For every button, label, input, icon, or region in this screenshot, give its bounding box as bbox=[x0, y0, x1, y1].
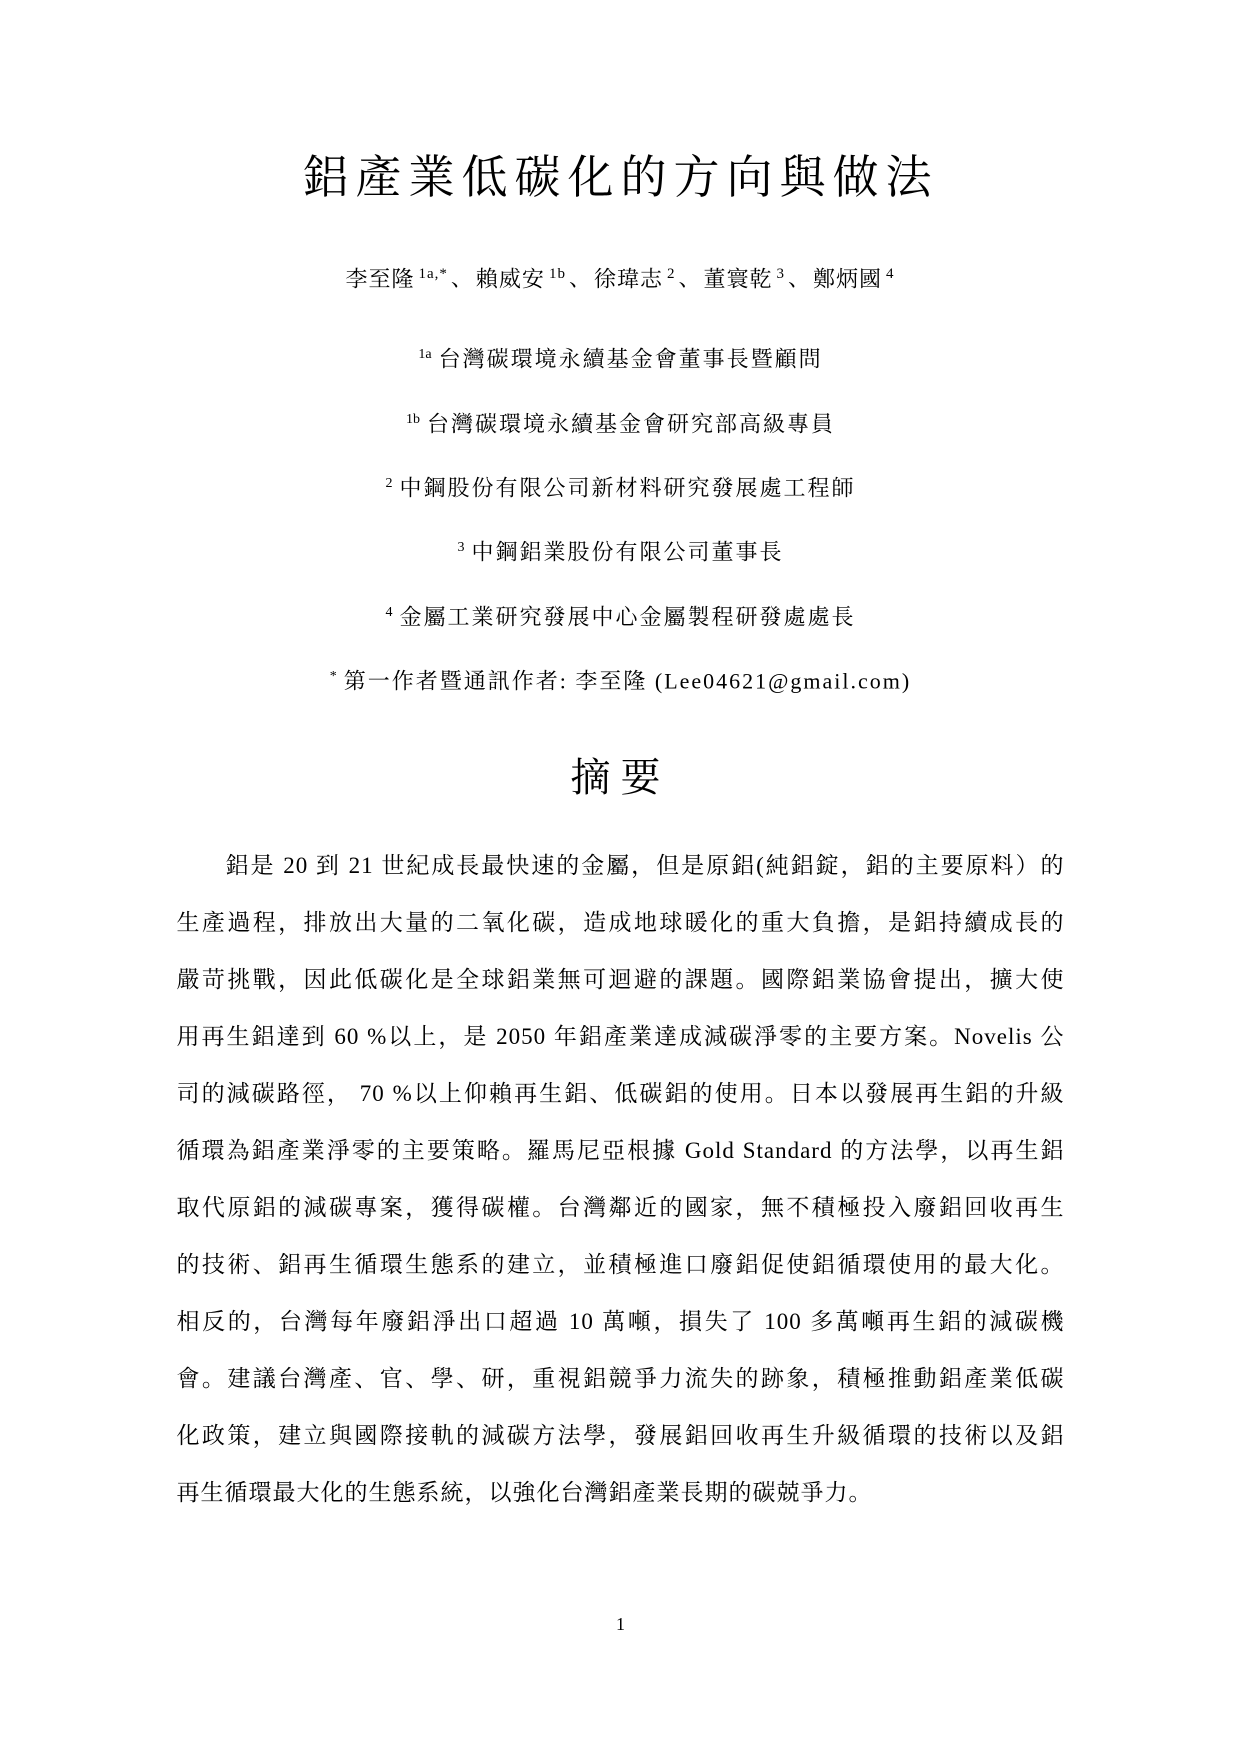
affiliation-superscript: 1b bbox=[405, 411, 420, 427]
affiliation-text: 第一作者暨通訊作者: 李至隆 (Lee04621@gmail.com) bbox=[343, 668, 912, 694]
author-name: 賴威安 bbox=[475, 266, 545, 292]
affiliation-superscript: * bbox=[329, 668, 337, 684]
author-superscript: 3 bbox=[776, 266, 785, 282]
affiliation-text: 金屬工業研究發展中心金屬製程研發處處長 bbox=[399, 603, 856, 629]
affiliation-list bbox=[0, 325, 1241, 711]
abstract-line: 相反的，台灣每年廢鋁淨出口超過 10 萬噸，損失了 100 多萬噸再生鋁的減碳機 bbox=[176, 1309, 1065, 1335]
affiliation-line bbox=[0, 583, 1241, 647]
page-number: 1 bbox=[616, 1614, 625, 1634]
abstract-line: 嚴苛挑戰，因此低碳化是全球鋁業無可迴避的課題。國際鋁業協會提出，擴大使 bbox=[176, 967, 1065, 993]
affiliation-text: 中鋼股份有限公司新材料研究發展處工程師 bbox=[399, 475, 856, 501]
abstract-body bbox=[177, 837, 1065, 1521]
author-name: 董寰乾 bbox=[703, 266, 773, 292]
abstract-line: 用再生鋁達到 60 %以上，是 2050 年鋁產業達成減碳淨零的主要方案。Novelis 公 bbox=[176, 1024, 1065, 1050]
affiliation-superscript: 4 bbox=[385, 604, 393, 620]
affiliation-superscript: 2 bbox=[385, 475, 393, 491]
affiliation-line bbox=[0, 390, 1241, 454]
affiliation-superscript: 1a bbox=[418, 347, 432, 363]
abstract-line: 化政策，建立與國際接軌的減碳方法學，發展鋁回收再生升級循環的技術以及鋁 bbox=[176, 1423, 1065, 1449]
abstract-heading: 摘要 bbox=[570, 755, 671, 801]
abstract-line: 的技術、鋁再生循環生態系的建立，並積極進口廢鋁促使鋁循環使用的最大化。 bbox=[176, 1252, 1065, 1278]
author-name: 鄭炳國 bbox=[813, 266, 883, 292]
affiliation-superscript: 3 bbox=[457, 540, 465, 556]
author-separator: 、 bbox=[678, 266, 702, 292]
author-superscript: 1b bbox=[548, 266, 566, 282]
author-line bbox=[0, 258, 1241, 295]
affiliation-text: 中鋼鋁業股份有限公司董事長 bbox=[471, 539, 784, 565]
abstract-line: 再生循環最大化的生態系統，以強化台灣鋁產業長期的碳兢爭力。 bbox=[176, 1480, 873, 1506]
abstract-line: 取代原鋁的減碳專案，獲得碳權。台灣鄰近的國家，無不積極投入廢鋁回收再生 bbox=[176, 1195, 1065, 1221]
affiliation-line bbox=[0, 647, 1241, 711]
abstract-line: 鋁是 20 到 21 世紀成長最快速的金屬，但是原鋁(純鋁錠，鋁的主要原料）的 bbox=[225, 853, 1065, 879]
author-separator: 、 bbox=[788, 266, 812, 292]
affiliation-line bbox=[0, 454, 1241, 518]
affiliation-text: 台灣碳環境永續基金會董事長暨顧問 bbox=[438, 346, 823, 372]
affiliation-text: 台灣碳環境永續基金會研究部高級專員 bbox=[426, 410, 835, 436]
abstract-line: 司的減碳路徑， 70 %以上仰賴再生鋁、低碳鋁的使用。日本以發展再生鋁的升級 bbox=[176, 1081, 1065, 1107]
affiliation-line bbox=[0, 325, 1241, 389]
author-separator: 、 bbox=[450, 266, 474, 292]
abstract-line: 循環為鋁產業淨零的主要策略。羅馬尼亞根據 Gold Standard 的方法學，以再生鋁 bbox=[176, 1138, 1065, 1164]
author-separator: 、 bbox=[568, 266, 592, 292]
paper-title: 鋁產業低碳化的方向與做法 bbox=[302, 152, 939, 203]
author-name: 徐瑋志 bbox=[593, 266, 663, 292]
author-superscript: 4 bbox=[886, 266, 895, 282]
abstract-line: 生產過程，排放出大量的二氧化碳，造成地球暖化的重大負擔，是鋁持續成長的 bbox=[176, 910, 1065, 936]
author-superscript: 2 bbox=[666, 266, 676, 282]
abstract-line: 會。建議台灣產、官、學、研，重視鋁競爭力流失的跡象，積極推動鋁產業低碳 bbox=[176, 1366, 1065, 1392]
affiliation-line bbox=[0, 518, 1241, 582]
author-superscript: 1a,* bbox=[418, 266, 448, 282]
author-name: 李至隆 bbox=[345, 266, 415, 292]
